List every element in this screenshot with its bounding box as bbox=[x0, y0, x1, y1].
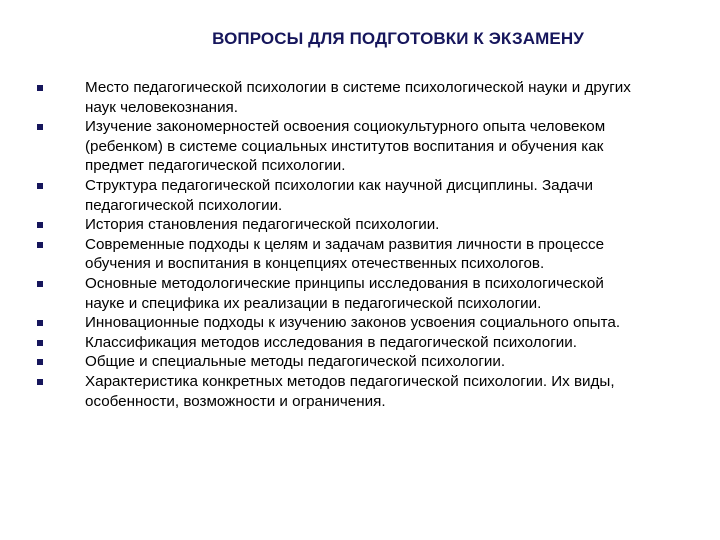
list-item bbox=[0, 117, 645, 176]
square-bullet-icon bbox=[37, 242, 43, 248]
list-item bbox=[0, 176, 645, 215]
list-item-text: Общие и специальные методы педагогической психологии. bbox=[85, 353, 506, 371]
list-item bbox=[0, 274, 645, 313]
list-item bbox=[0, 78, 645, 117]
square-bullet-icon bbox=[37, 183, 43, 189]
list-item-text: Изучение закономерностей освоения социокультурного опыта человеком (ребенком) в системе социальных институтов воспитания и обучения как предмет педагогической психологии. bbox=[85, 118, 606, 175]
list-item bbox=[0, 235, 645, 274]
list-item bbox=[0, 352, 645, 372]
slide-title: ВОПРОСЫ ДЛЯ ПОДГОТОВКИ К ЭКЗАМЕНУ bbox=[212, 29, 584, 48]
list-item-text: Современные подходы к целям и задачам развития личности в процессе обучения и воспитания в концепциях отечественных психологов. bbox=[85, 235, 605, 273]
square-bullet-icon bbox=[37, 222, 43, 228]
list-item bbox=[0, 333, 645, 353]
exam-questions-list bbox=[0, 78, 720, 411]
square-bullet-icon bbox=[37, 124, 43, 130]
list-item-text: История становления педагогической психологии. bbox=[85, 216, 440, 234]
square-bullet-icon bbox=[37, 281, 43, 287]
square-bullet-icon bbox=[37, 379, 43, 385]
list-item-text: Инновационные подходы к изучению законов усвоения социального опыта. bbox=[85, 314, 621, 332]
list-item-text: Основные методологические принципы исследования в психологической науке и специфика их реализации в педагогической психологии. bbox=[85, 274, 604, 312]
square-bullet-icon bbox=[37, 85, 43, 91]
list-item bbox=[0, 215, 645, 235]
square-bullet-icon bbox=[37, 359, 43, 365]
list-item-text: Структура педагогической психологии как научной дисциплины. Задачи педагогической психологии. bbox=[85, 176, 593, 214]
list-item bbox=[0, 313, 645, 333]
list-item-text: Характеристика конкретных методов педагогической психологии. Их виды, особенности, возможности и ограничения. bbox=[85, 372, 615, 410]
square-bullet-icon bbox=[37, 320, 43, 326]
list-item bbox=[0, 372, 645, 411]
list-item-text: Место педагогической психологии в системе психологической науки и других наук человекознания. bbox=[85, 79, 631, 116]
list-item-text: Классификация методов исследования в педагогической психологии. bbox=[85, 333, 577, 351]
square-bullet-icon bbox=[37, 340, 43, 346]
